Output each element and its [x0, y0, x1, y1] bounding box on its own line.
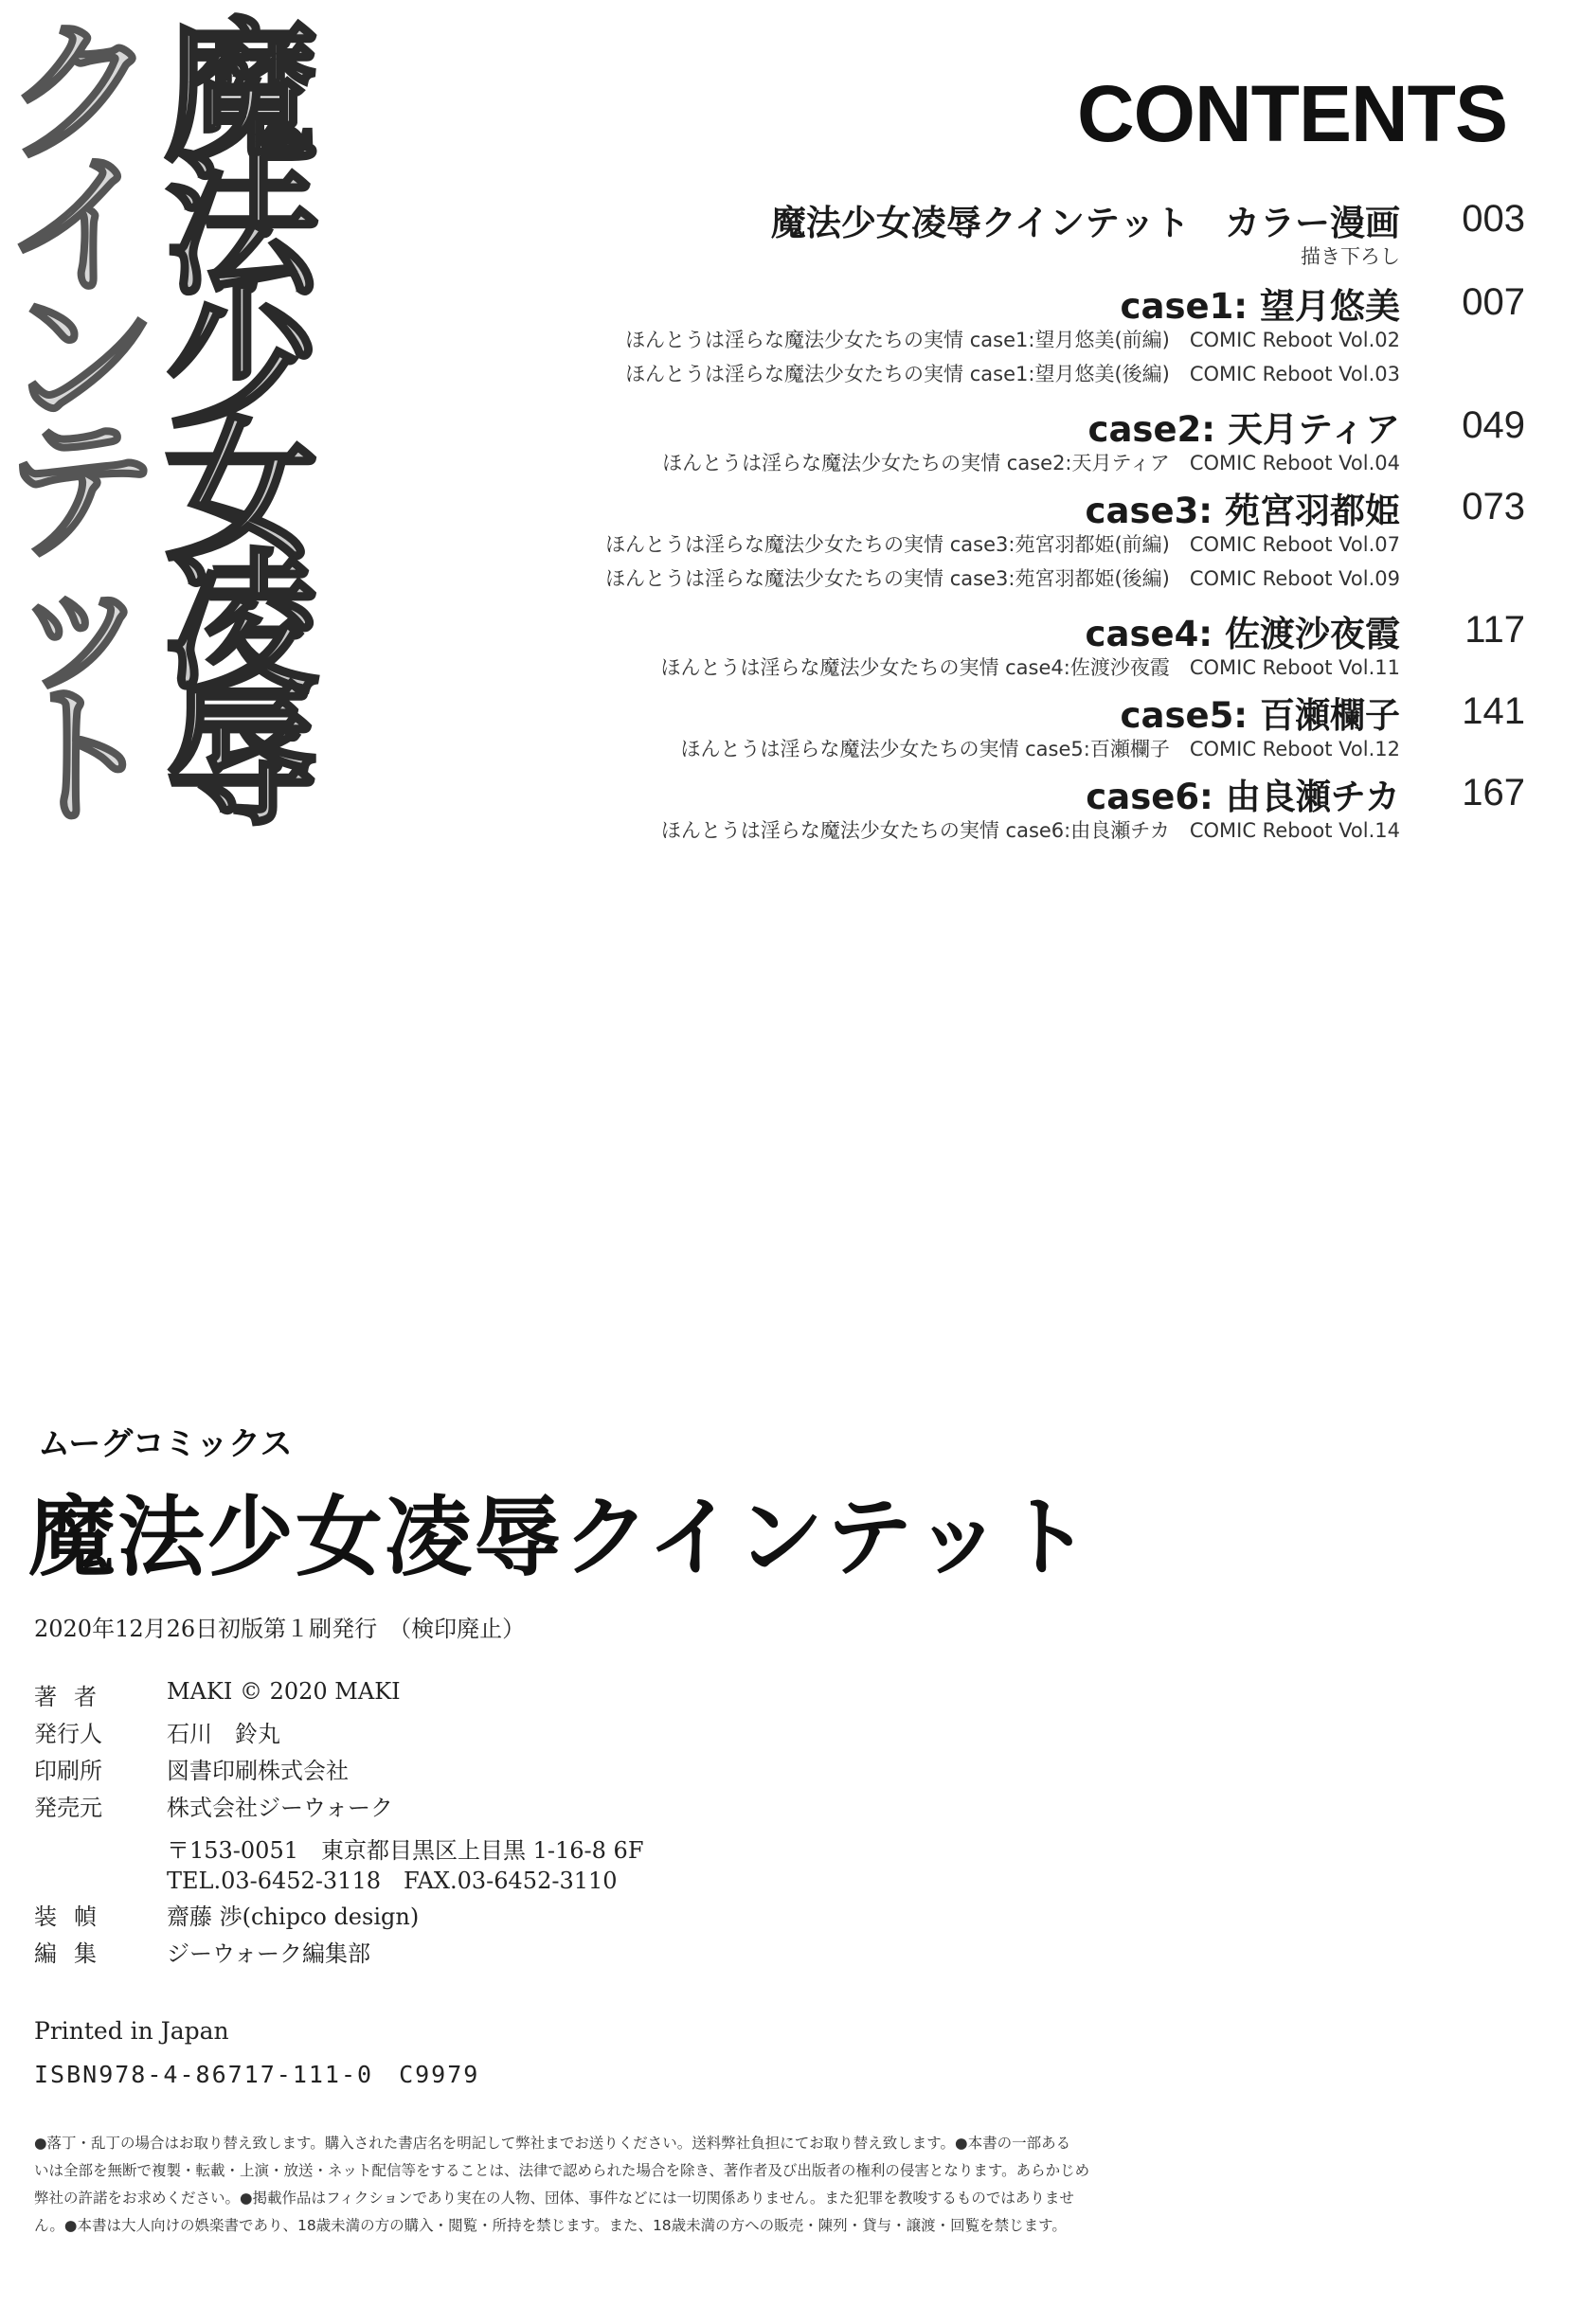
- toc-entry: [530, 401, 1525, 482]
- credit-value: 齋藤 渉(chipco design): [167, 1904, 420, 1930]
- logo-column-left: [0, 6, 161, 847]
- toc-entry-title: case4: 佐渡沙夜霞: [1085, 614, 1400, 654]
- isbn-code: ISBN978-4-86717-111-0 C9979: [34, 2061, 480, 2088]
- toc-entry-title: 魔法少女凌辱クインテット カラー漫画: [770, 203, 1400, 243]
- toc-entry-source: ほんとうは淫らな魔法少女たちの実情 case5:百瀬欄子 COMIC Reboot Vol.12: [680, 738, 1400, 760]
- logo-char: ク: [4, 6, 157, 184]
- logo-char: ン: [4, 271, 157, 449]
- credit-key: 著者: [34, 1684, 114, 1710]
- toc-entry-page: 117: [1464, 609, 1525, 651]
- credit-key: 編集: [34, 1940, 114, 1967]
- toc-entry-source: ほんとうは淫らな魔法少女たちの実情 case1:望月悠美(前編) COMIC Reboot Vol.02: [625, 329, 1400, 351]
- toc-entry-title: case3: 苑宮羽都姫: [1085, 491, 1400, 531]
- toc-entry-page: 167: [1462, 772, 1525, 813]
- toc-entry-source: ほんとうは淫らな魔法少女たちの実情 case2:天月ティア COMIC Reboot Vol.04: [662, 452, 1400, 474]
- toc-entry-source: ほんとうは淫らな魔法少女たちの実情 case3:苑宮羽都姫(後編) COMIC Reboot Vol.09: [605, 567, 1400, 590]
- imprint-label: ムーグコミックス: [38, 1425, 293, 1463]
- credit-value: MAKI © 2020 MAKI: [167, 1678, 401, 1705]
- credit-key: 印刷所: [34, 1758, 102, 1784]
- credit-value: ジーウォーク編集部: [167, 1940, 371, 1967]
- toc-entry: [530, 768, 1525, 849]
- logo-column-right: [161, 6, 322, 847]
- logo-char: ト: [4, 669, 157, 847]
- toc-entry-source: ほんとうは淫らな魔法少女たちの実情 case6:由良瀬チカ COMIC Reboot Vol.14: [660, 819, 1400, 842]
- credit-key: 発売元: [34, 1795, 102, 1821]
- contents-heading: CONTENTS: [1077, 69, 1507, 158]
- toc-entry-extra: [530, 563, 1525, 605]
- address-line: 〒153-0051 東京都目黒区上目黒 1-16-8 6F: [167, 1837, 644, 1864]
- toc-entry-source: 描き下ろし: [1301, 245, 1400, 268]
- logo-char: テ: [4, 403, 157, 581]
- logo-char: 法: [165, 138, 318, 316]
- toc-entry-title: case2: 天月ティア: [1087, 409, 1400, 450]
- phone-fax-line: TEL.03-6452-3118 FAX.03-6452-3110: [167, 1868, 618, 1894]
- logo-char: 女: [165, 403, 318, 581]
- logo-char: 辱: [165, 669, 318, 847]
- notice-line: 弊社の許諾をお求めください。●掲載作品はフィクションであり実在の人物、団体、事件などには一切関係ありません。また犯罪を教唆するものではありませ: [34, 2190, 1074, 2207]
- logo-char: イ: [4, 138, 157, 316]
- toc-entry: [530, 194, 1525, 277]
- toc-entry: [530, 482, 1525, 563]
- toc-entry: [530, 605, 1525, 687]
- book-title: 魔法少女凌辱クインテット: [28, 1487, 1093, 1588]
- toc-entry-title: case6: 由良瀬チカ: [1086, 777, 1400, 817]
- printed-in: Printed in Japan: [34, 2017, 229, 2045]
- credit-value: 株式会社ジーウォーク: [167, 1795, 394, 1821]
- logo-char: 少: [165, 271, 318, 449]
- credit-key: 発行人: [34, 1721, 102, 1747]
- logo-char: 魔: [165, 6, 318, 184]
- notice-line: いは全部を無断で複製・転載・上演・放送・ネット配信等をすることは、法律で認められた場合を除き、著作者及び出版者の権利の侵害となります。あらかじめ: [34, 2162, 1090, 2179]
- table-of-contents: [530, 194, 1525, 849]
- logo-char: 凌: [165, 536, 318, 714]
- toc-entry-source: ほんとうは淫らな魔法少女たちの実情 case3:苑宮羽都姫(前編) COMIC Reboot Vol.07: [605, 533, 1400, 556]
- toc-entry-source: ほんとうは淫らな魔法少女たちの実情 case4:佐渡沙夜霞 COMIC Reboot Vol.11: [660, 656, 1400, 679]
- logo-char: ッ: [4, 536, 157, 714]
- title-logo: [0, 6, 360, 1013]
- toc-entry-source: ほんとうは淫らな魔法少女たちの実情 case1:望月悠美(後編) COMIC Reboot Vol.03: [625, 363, 1400, 385]
- legal-notice: [34, 2130, 1095, 2240]
- toc-entry-page: 141: [1462, 690, 1525, 732]
- credit-value: 石川 鈴丸: [167, 1721, 280, 1747]
- toc-entry-page: 073: [1462, 486, 1525, 527]
- publisher-address: [167, 1835, 643, 1896]
- notice-line: ん。●本書は大人向けの娯楽書であり、18歳未満の方の購入・閲覧・所持を禁じます。また、18歳未満の方への販売・陳列・貸与・譲渡・回覧を禁じます。: [34, 2217, 1067, 2234]
- toc-entry-page: 007: [1462, 281, 1525, 323]
- toc-entry-title: case1: 望月悠美: [1120, 286, 1400, 327]
- notice-line: ●落丁・乱丁の場合はお取り替え致します。購入された書店名を明記して弊社までお送りください。送料弊社負担にてお取り替え致します。●本書の一部ある: [34, 2135, 1071, 2152]
- credit-value: 図書印刷株式会社: [167, 1758, 349, 1784]
- toc-entry-extra: [530, 359, 1525, 401]
- toc-entry-title: case5: 百瀬欄子: [1120, 695, 1400, 736]
- edition-line: 2020年12月26日初版第１刷発行 （検印廃止）: [34, 1616, 526, 1642]
- toc-entry-page: 049: [1462, 404, 1525, 446]
- toc-entry: [530, 687, 1525, 768]
- toc-entry-page: 003: [1462, 198, 1525, 240]
- credit-key: 装幀: [34, 1904, 114, 1930]
- toc-entry: [530, 277, 1525, 359]
